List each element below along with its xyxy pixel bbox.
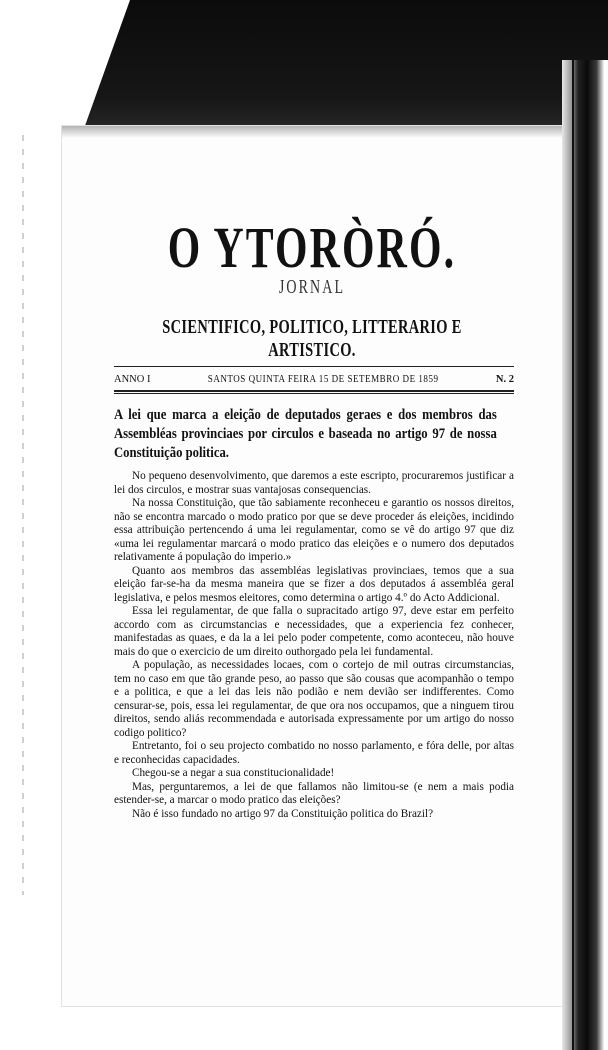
newspaper-page — [62, 126, 562, 1006]
dateline-number: N. 2 — [495, 373, 514, 385]
page-top-shadow — [62, 126, 562, 138]
dateline-place-date: SANTOS QUINTA FEIRA 15 DE SETEMBRO DE 1859 — [207, 373, 439, 385]
article-paragraph: Quanto aos membros das assembléas legislativas provinciaes, temos que a sua eleição far-se-ha da mesma maneira que se fizer a dos deputados á assembléa geral legislativa, e pelos mesmos eleitores, como determina o artigo 4.º do Acto Addicional. — [114, 564, 514, 604]
book-spine — [562, 60, 608, 1050]
article-paragraph: Não é isso fundado no artigo 97 da Constituição politica do Brazil? — [132, 807, 434, 820]
divider-rule-thick — [114, 390, 514, 392]
article-paragraph: Na nossa Constituição, que tão sabiamente reconheceu e garantio os nossos direitos, não se encontra marcado o modo pratico por que se deve proceder ás eleições, incidindo essa attribuição pertencendo á uma lei regulamentar, como se vê do artigo 97 que diz «uma lei regulamentar marcará o modo pratico das eleições e o numero dos deputados relativamente á população do imperio.» — [114, 497, 514, 563]
article-paragraph: No pequeno desenvolvimento, que daremos a este escripto, procuraremos justificar a lei dos circulos, e mostrar suas vantajosas consequencias. — [114, 470, 514, 496]
dateline — [114, 372, 514, 386]
masthead-title: O YTORÒRÓ. — [167, 215, 457, 280]
scan-background-top — [0, 0, 608, 138]
masthead-subtitle: JORNAL — [278, 276, 346, 298]
divider-rule — [114, 366, 514, 367]
article-paragraph: Chegou-se a negar a sua constitucionalidade! — [132, 767, 335, 779]
masthead-tagline: SCIENTIFICO, POLITICO, LITTERARIO E ARTISTICO. — [162, 316, 462, 361]
article-body — [114, 470, 514, 821]
article-paragraph: A população, as necessidades locaes, com o cortejo de mil outras circumstancias, tem no caso em que tão grande peso, ao passo que são cousas que acompanhão o tempo e a politica, e que a lei das leis não podião e nem devião ser indifferentes. Como censurar-se, pois, essa lei regulamentar, de que ora nos occupamos, que a ninguem tirou direitos, sendo aliás recommendada e autorisada expressamente por um artigo do nosso codigo politico? — [114, 659, 514, 739]
article-paragraph: Entretanto, foi o seu projecto combatido no nosso parlamento, e fóra delle, por altas e reconhecidas capacidades. — [114, 740, 514, 766]
article-headline: A lei que marca a eleição de deputados geraes e dos membros das Assembléas provinciaes por circulos e baseada no artigo 97 de nossa Constituição politica. — [114, 407, 497, 461]
dateline-volume: ANNO I — [114, 373, 151, 385]
scan-left-margin-marks — [22, 135, 24, 895]
article-paragraph: Essa lei regulamentar, de que falla o supracitado artigo 97, deve estar em perfeito accordo com as circumstancias e necessidades, que a experiencia fez conhecer, manifestadas as quaes, e da la a lei pelo poder competente, como aconteceu, não houve mais do que o exercicio de um direito outhorgado pela lei fundamental. — [114, 605, 514, 658]
divider-rule-thin — [114, 393, 514, 394]
article-paragraph: Mas, perguntaremos, a lei de que fallamos não limitou-se (e nem a mais podia estender-se, a marcar o modo pratico das eleições? — [114, 780, 514, 806]
